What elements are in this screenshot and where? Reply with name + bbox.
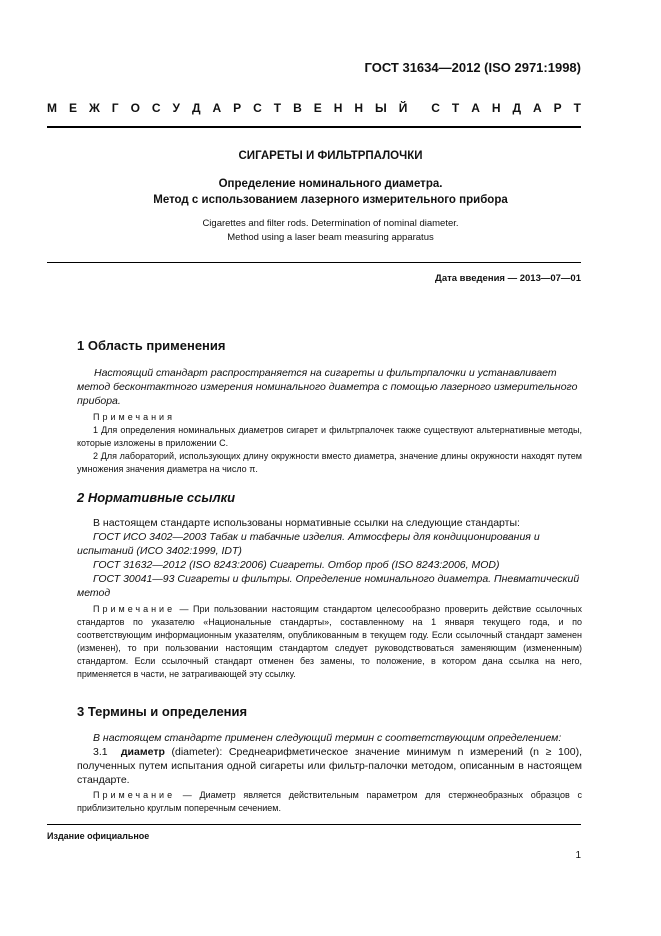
reference-1: ГОСТ ИСО 3402—2003 Табак и табачные изделия. Атмосферы для кондиционирования и испытаний (ИСО 3402:1999, IDT) bbox=[77, 531, 540, 557]
section-2-heading: 2 Нормативные ссылки bbox=[77, 490, 236, 505]
interstate-letter: А bbox=[212, 101, 222, 115]
interstate-letter: Д bbox=[512, 101, 522, 115]
section-2-note: Примечание — При пользовании настоящим стандартом целесообразно проверить действие ссылочных стандартов по указателю «Национальные стандарты», составленному на 1 января текущего года, и по соответствующим информационным указателям, опубликованным в текущем году. Если ссылочный стандарт заменен (изменен), то при пользовании настоящим стандартом следует руководствоваться заменяющим (измененным) стандартом. Если ссылочный стандарт отменен без замены, то положение, в котором дана ссылка на него, применяется в части, не затрагивающей эту ссылку. bbox=[77, 604, 582, 679]
interstate-letter: Д bbox=[191, 101, 201, 115]
interstate-letter: В bbox=[293, 101, 302, 115]
header-rule bbox=[47, 126, 581, 128]
section-3-heading: 3 Термины и определения bbox=[77, 704, 248, 719]
english-title bbox=[0, 217, 661, 245]
interstate-letter: А bbox=[471, 101, 480, 115]
interstate-letter: Ж bbox=[88, 101, 100, 115]
interstate-letter: Н bbox=[354, 101, 363, 115]
interstate-standard-banner bbox=[47, 101, 581, 115]
interstate-letter: Е bbox=[313, 101, 322, 115]
interstate-letter: У bbox=[172, 101, 180, 115]
interstate-letter: Е bbox=[68, 101, 77, 115]
interstate-letter: Т bbox=[573, 101, 581, 115]
interstate-letter: Т bbox=[273, 101, 282, 115]
section-1-note-1: 1 Для определения номинальных диаметров сигарет и фильтрпалочек также существуют альтернативные методы, которые изложены в приложении С. bbox=[77, 425, 582, 448]
standard-number: ГОСТ 31634—2012 (ISO 2971:1998) bbox=[364, 60, 581, 75]
interstate-letter: А bbox=[533, 101, 542, 115]
subtitle-line-2: Метод с использованием лазерного измерительного прибора bbox=[153, 194, 508, 206]
section-1-text: Настоящий стандарт распространяется на сигареты и фильтрпалочки и устанавливает метод бесконтактного измерения номинального диаметра с помощью лазерного измерительного прибора. bbox=[77, 367, 578, 407]
interstate-letter: Й bbox=[398, 101, 408, 115]
footer-rule bbox=[47, 824, 581, 825]
interstate-letter: М bbox=[47, 101, 57, 115]
interstate-letter: С bbox=[431, 101, 440, 115]
page-number: 1 bbox=[575, 850, 581, 861]
section-1-note-2: 2 Для лабораторий, использующих длину окружности вместо диаметра, значение длины окружности находят путем умножения значения диаметра на число π. bbox=[77, 451, 582, 474]
interstate-letter: Р bbox=[553, 101, 562, 115]
interstate-letter: Т bbox=[451, 101, 460, 115]
document-subtitle bbox=[0, 176, 661, 208]
section-3-note: Примечание — Диаметр является действительным параметром для стержнеобразных образцов с приблизительно круглым поперечным сечением. bbox=[77, 790, 582, 813]
interstate-letter: Г bbox=[111, 101, 119, 115]
document-title: СИГАРЕТЫ И ФИЛЬТРПАЛОЧКИ bbox=[238, 150, 423, 162]
section-1-heading: 1 Область применения bbox=[77, 338, 226, 353]
section-3-intro: В настоящем стандарте применен следующий термин с соответствующим определением: bbox=[93, 732, 562, 744]
interstate-letter: О bbox=[130, 101, 140, 115]
interstate-letter: Ы bbox=[374, 101, 387, 115]
edition-label: Издание официальное bbox=[47, 831, 150, 841]
term-name: диаметр bbox=[120, 746, 165, 758]
interstate-letter: Р bbox=[233, 101, 242, 115]
section-1-notes-label: Примечания bbox=[93, 412, 175, 422]
reference-2: ГОСТ 31632—2012 (ISO 8243:2006) Сигареты. Отбор проб (ISO 8243:2006, MOD) bbox=[93, 559, 500, 571]
term-definition: 3.1 диаметр (diameter): Среднеарифметическое значение минимум n измерений (n ≥ 100), полученных путем испытания одной сигареты или фильтр-палочки методом, описанным в настоящем стандарте. bbox=[77, 746, 582, 786]
interstate-letter: С bbox=[253, 101, 262, 115]
reference-3: ГОСТ 30041—93 Сигареты и фильтры. Определение номинального диаметра. Пневматический метод bbox=[77, 573, 580, 599]
subtitle-line-1: Определение номинального диаметра. bbox=[218, 178, 443, 190]
english-title-line-1: Cigarettes and filter rods. Determination of nominal diameter. bbox=[202, 218, 459, 229]
interstate-letter: С bbox=[151, 101, 161, 115]
english-title-line-2: Method using a laser beam measuring apparatus bbox=[227, 232, 434, 243]
interstate-letter: Н bbox=[333, 101, 343, 115]
title-rule bbox=[47, 262, 581, 263]
introduction-date: Дата введения — 2013—07—01 bbox=[435, 273, 581, 284]
interstate-letter: Н bbox=[491, 101, 501, 115]
section-2-intro: В настоящем стандарте использованы нормативные ссылки на следующие стандарты: bbox=[93, 517, 520, 529]
